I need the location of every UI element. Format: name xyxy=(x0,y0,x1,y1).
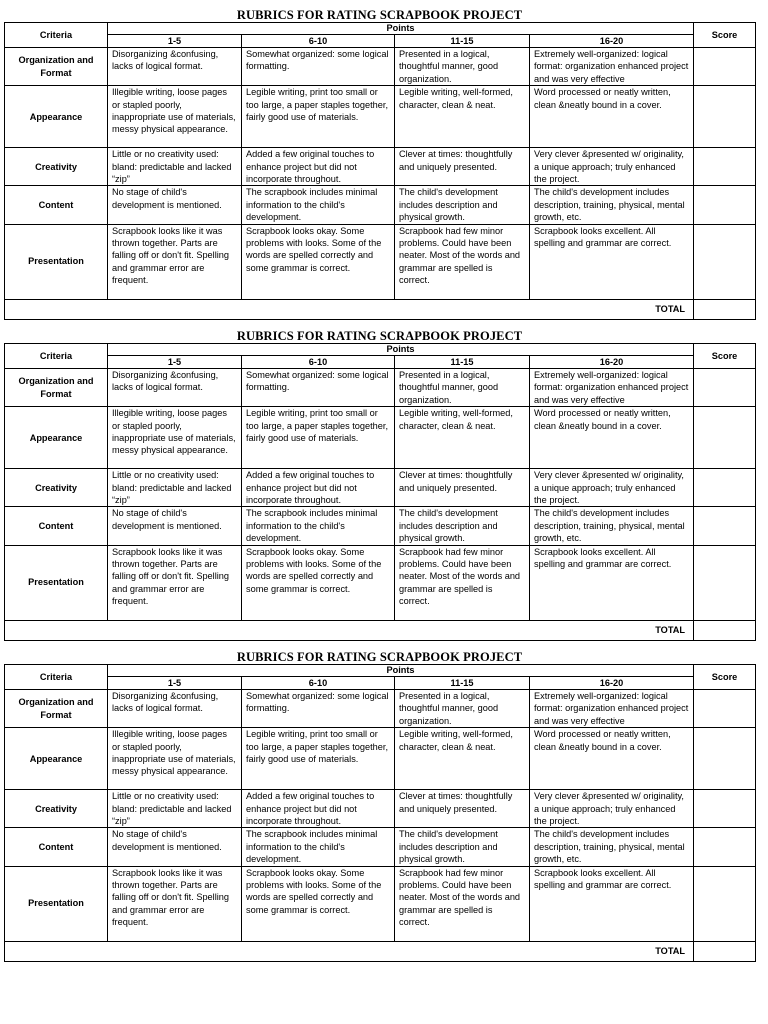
points-header: Points xyxy=(108,23,694,35)
descriptor-cell: Added a few original touches to enhance project but did not incorporate throughout. xyxy=(242,469,395,507)
range-header: 11-15 xyxy=(395,35,530,48)
total-score-cell[interactable] xyxy=(694,299,756,319)
rubric-row-creativity xyxy=(5,148,756,186)
descriptor-cell: Somewhat organized: some logical formatting. xyxy=(242,369,395,407)
score-header: Score xyxy=(694,344,756,369)
range-header: 1-5 xyxy=(108,677,242,690)
score-cell[interactable] xyxy=(694,507,756,545)
score-cell[interactable] xyxy=(694,728,756,790)
descriptor-cell: Word processed or neatly written, clean &neatly bound in a cover. xyxy=(530,728,694,790)
descriptor-cell: Extremely well-organized: logical format: organization enhanced project and was very effective xyxy=(530,48,694,86)
descriptor-cell: Illegible writing, loose pages or stapled poorly, inappropriate use of materials, messy physical appearance. xyxy=(108,728,242,790)
score-cell[interactable] xyxy=(694,224,756,299)
descriptor-cell: Scrapbook looks like it was thrown together. Parts are falling off or don't fit. Spelling and grammar error are frequent. xyxy=(108,224,242,299)
descriptor-cell: Very clever &presented w/ originality, a unique approach; truly enhanced the project. xyxy=(530,469,694,507)
score-cell[interactable] xyxy=(694,369,756,407)
criterion-label: Creativity xyxy=(5,148,108,186)
descriptor-cell: Legible writing, well-formed, character, clean & neat. xyxy=(395,728,530,790)
criterion-label: Presentation xyxy=(5,545,108,620)
descriptor-cell: The scrapbook includes minimal information to the child's development. xyxy=(242,186,395,224)
score-cell[interactable] xyxy=(694,48,756,86)
descriptor-cell: Presented in a logical, thoughtful manner, good organization. xyxy=(395,369,530,407)
descriptor-cell: Very clever &presented w/ originality, a unique approach; truly enhanced the project. xyxy=(530,790,694,828)
rubric-title: RUBRICS FOR RATING SCRAPBOOK PROJECT xyxy=(236,8,523,22)
rubric-block xyxy=(4,329,755,641)
descriptor-cell: The child's development includes description and physical growth. xyxy=(395,828,530,866)
rubric-table xyxy=(4,22,756,320)
criterion-label: Organization and Format xyxy=(5,369,108,407)
range-header: 11-15 xyxy=(395,356,530,369)
score-header: Score xyxy=(694,23,756,48)
total-label: TOTAL xyxy=(5,620,694,640)
descriptor-cell: The child's development includes description, training, physical, mental growth, etc. xyxy=(530,828,694,866)
descriptor-cell: No stage of child's development is mentioned. xyxy=(108,186,242,224)
descriptor-cell: Very clever &presented w/ originality, a unique approach; truly enhanced the project. xyxy=(530,148,694,186)
descriptor-cell: The scrapbook includes minimal information to the child's development. xyxy=(242,507,395,545)
score-cell[interactable] xyxy=(694,86,756,148)
score-cell[interactable] xyxy=(694,828,756,866)
descriptor-cell: Scrapbook looks excellent. All spelling and grammar are correct. xyxy=(530,545,694,620)
descriptor-cell: No stage of child's development is mentioned. xyxy=(108,507,242,545)
score-cell[interactable] xyxy=(694,186,756,224)
descriptor-cell: Scrapbook looks like it was thrown together. Parts are falling off or don't fit. Spelling and grammar error are frequent. xyxy=(108,545,242,620)
rubric-row-content xyxy=(5,828,756,866)
descriptor-cell: Illegible writing, loose pages or stapled poorly, inappropriate use of materials, messy physical appearance. xyxy=(108,86,242,148)
score-header: Score xyxy=(694,665,756,690)
score-cell[interactable] xyxy=(694,790,756,828)
range-header: 16-20 xyxy=(530,35,694,48)
range-header: 11-15 xyxy=(395,677,530,690)
rubric-row-organization xyxy=(5,48,756,86)
descriptor-cell: Clever at times: thoughtfully and uniquely presented. xyxy=(395,148,530,186)
descriptor-cell: Illegible writing, loose pages or stapled poorly, inappropriate use of materials, messy physical appearance. xyxy=(108,407,242,469)
rubric-block xyxy=(4,8,755,320)
descriptor-cell: Presented in a logical, thoughtful manner, good organization. xyxy=(395,48,530,86)
criterion-label: Creativity xyxy=(5,790,108,828)
rubric-row-presentation xyxy=(5,545,756,620)
rubric-row-creativity xyxy=(5,469,756,507)
rubric-table xyxy=(4,664,756,962)
descriptor-cell: Presented in a logical, thoughtful manner, good organization. xyxy=(395,690,530,728)
points-header: Points xyxy=(108,665,694,677)
descriptor-cell: Scrapbook looks okay. Some problems with looks. Some of the words are spelled correctly and some grammar is correct. xyxy=(242,224,395,299)
descriptor-cell: The child's development includes description, training, physical, mental growth, etc. xyxy=(530,507,694,545)
descriptor-cell: Little or no creativity used: bland: predictable and lacked “zip” xyxy=(108,148,242,186)
criteria-header: Criteria xyxy=(5,665,108,690)
descriptor-cell: Scrapbook had few minor problems. Could have been neater. Most of the words and grammar are spelled is correct. xyxy=(395,224,530,299)
descriptor-cell: Legible writing, print too small or too large, a paper staples together, fairly good use of materials. xyxy=(242,86,395,148)
range-header: 6-10 xyxy=(242,356,395,369)
descriptor-cell: Disorganizing &confusing, lacks of logical format. xyxy=(108,369,242,407)
rubric-row-presentation xyxy=(5,866,756,941)
criterion-label: Content xyxy=(5,186,108,224)
rubric-block xyxy=(4,650,755,962)
score-cell[interactable] xyxy=(694,690,756,728)
descriptor-cell: Legible writing, well-formed, character, clean & neat. xyxy=(395,86,530,148)
criteria-header: Criteria xyxy=(5,344,108,369)
descriptor-cell: Scrapbook looks okay. Some problems with looks. Some of the words are spelled correctly and some grammar is correct. xyxy=(242,866,395,941)
total-row xyxy=(5,620,756,640)
rubric-row-appearance xyxy=(5,728,756,790)
descriptor-cell: The scrapbook includes minimal information to the child's development. xyxy=(242,828,395,866)
points-header: Points xyxy=(108,344,694,356)
rubric-row-creativity xyxy=(5,790,756,828)
range-header: 16-20 xyxy=(530,356,694,369)
descriptor-cell: Legible writing, print too small or too large, a paper staples together, fairly good use of materials. xyxy=(242,728,395,790)
descriptor-cell: Little or no creativity used: bland: predictable and lacked “zip” xyxy=(108,469,242,507)
descriptor-cell: Scrapbook had few minor problems. Could have been neater. Most of the words and grammar are spelled is correct. xyxy=(395,866,530,941)
descriptor-cell: Clever at times: thoughtfully and uniquely presented. xyxy=(395,469,530,507)
descriptor-cell: Legible writing, well-formed, character, clean & neat. xyxy=(395,407,530,469)
descriptor-cell: Disorganizing &confusing, lacks of logical format. xyxy=(108,48,242,86)
criterion-label: Presentation xyxy=(5,866,108,941)
descriptor-cell: Scrapbook looks excellent. All spelling and grammar are correct. xyxy=(530,866,694,941)
descriptor-cell: Extremely well-organized: logical format: organization enhanced project and was very effective xyxy=(530,369,694,407)
descriptor-cell: Little or no creativity used: bland: predictable and lacked “zip” xyxy=(108,790,242,828)
score-cell[interactable] xyxy=(694,407,756,469)
score-cell[interactable] xyxy=(694,866,756,941)
total-score-cell[interactable] xyxy=(694,941,756,961)
rubric-row-organization xyxy=(5,690,756,728)
total-row xyxy=(5,941,756,961)
rubric-row-presentation xyxy=(5,224,756,299)
range-header: 1-5 xyxy=(108,35,242,48)
rubric-row-appearance xyxy=(5,86,756,148)
range-header: 6-10 xyxy=(242,35,395,48)
descriptor-cell: Word processed or neatly written, clean &neatly bound in a cover. xyxy=(530,407,694,469)
descriptor-cell: Word processed or neatly written, clean &neatly bound in a cover. xyxy=(530,86,694,148)
descriptor-cell: Scrapbook looks okay. Some problems with looks. Some of the words are spelled correctly and some grammar is correct. xyxy=(242,545,395,620)
rubric-title: RUBRICS FOR RATING SCRAPBOOK PROJECT xyxy=(236,650,523,664)
descriptor-cell: Scrapbook looks like it was thrown together. Parts are falling off or don't fit. Spelling and grammar error are frequent. xyxy=(108,866,242,941)
criterion-label: Presentation xyxy=(5,224,108,299)
criterion-label: Appearance xyxy=(5,86,108,148)
rubric-row-appearance xyxy=(5,407,756,469)
rubric-title: RUBRICS FOR RATING SCRAPBOOK PROJECT xyxy=(236,329,523,343)
total-score-cell[interactable] xyxy=(694,620,756,640)
descriptor-cell: Added a few original touches to enhance project but did not incorporate throughout. xyxy=(242,790,395,828)
rubric-table xyxy=(4,343,756,641)
score-cell[interactable] xyxy=(694,469,756,507)
criterion-label: Content xyxy=(5,828,108,866)
descriptor-cell: Extremely well-organized: logical format: organization enhanced project and was very effective xyxy=(530,690,694,728)
total-label: TOTAL xyxy=(5,941,694,961)
criterion-label: Creativity xyxy=(5,469,108,507)
total-label: TOTAL xyxy=(5,299,694,319)
criteria-header: Criteria xyxy=(5,23,108,48)
descriptor-cell: Scrapbook looks excellent. All spelling and grammar are correct. xyxy=(530,224,694,299)
descriptor-cell: Somewhat organized: some logical formatting. xyxy=(242,48,395,86)
rubric-row-content xyxy=(5,507,756,545)
descriptor-cell: Scrapbook had few minor problems. Could have been neater. Most of the words and grammar are spelled is correct. xyxy=(395,545,530,620)
descriptor-cell: The child's development includes description and physical growth. xyxy=(395,507,530,545)
descriptor-cell: Somewhat organized: some logical formatting. xyxy=(242,690,395,728)
rubric-row-content xyxy=(5,186,756,224)
rubric-row-organization xyxy=(5,369,756,407)
descriptor-cell: Disorganizing &confusing, lacks of logical format. xyxy=(108,690,242,728)
score-cell[interactable] xyxy=(694,148,756,186)
descriptor-cell: Clever at times: thoughtfully and uniquely presented. xyxy=(395,790,530,828)
total-row xyxy=(5,299,756,319)
criterion-label: Organization and Format xyxy=(5,48,108,86)
criterion-label: Content xyxy=(5,507,108,545)
criterion-label: Appearance xyxy=(5,407,108,469)
score-cell[interactable] xyxy=(694,545,756,620)
descriptor-cell: The child's development includes description and physical growth. xyxy=(395,186,530,224)
criterion-label: Organization and Format xyxy=(5,690,108,728)
criterion-label: Appearance xyxy=(5,728,108,790)
range-header: 1-5 xyxy=(108,356,242,369)
descriptor-cell: Added a few original touches to enhance project but did not incorporate throughout. xyxy=(242,148,395,186)
descriptor-cell: The child's development includes description, training, physical, mental growth, etc. xyxy=(530,186,694,224)
descriptor-cell: No stage of child's development is mentioned. xyxy=(108,828,242,866)
descriptor-cell: Legible writing, print too small or too large, a paper staples together, fairly good use of materials. xyxy=(242,407,395,469)
range-header: 16-20 xyxy=(530,677,694,690)
range-header: 6-10 xyxy=(242,677,395,690)
